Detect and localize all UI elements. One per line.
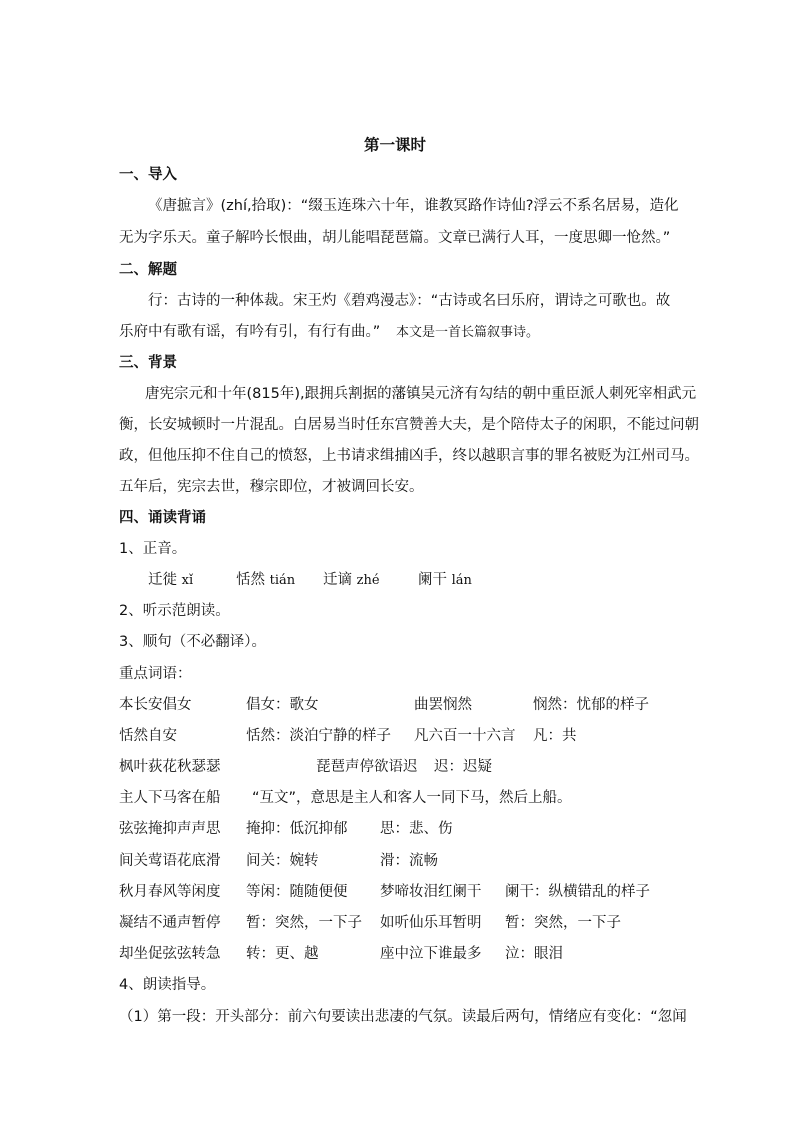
- term-cell: 迟：迟疑: [434, 759, 492, 775]
- term-cell: 暂：突然，一下子: [505, 915, 621, 931]
- title-explain-line-1: 行：古诗的一种体裁。宋王灼《碧鸡漫志》：“古诗或名曰乐府，谓诗之可歌也。故: [148, 293, 671, 309]
- term-cell: 却坐促弦弦转急: [119, 946, 221, 962]
- term-cell: 等闲：随随便便: [246, 884, 348, 900]
- term-cell: 座中泣下谁最多: [380, 946, 482, 962]
- term-cell: 思：悲、伤: [380, 821, 453, 837]
- recite-item-2: 2、听示范朗读。: [119, 603, 230, 619]
- term-cell: 琵琶声停欲语迟: [316, 759, 418, 775]
- term-cell: 倡女：歌女: [246, 697, 319, 713]
- term-cell: 悯然：忧郁的样子: [533, 697, 649, 713]
- term-cell: 掩抑：低沉抑郁: [246, 821, 348, 837]
- term-cell: 恬然：淡泊宁静的样子: [246, 728, 391, 744]
- term-cell: 阑干：纵横错乱的样子: [505, 884, 650, 900]
- guide-line-1: （1）第一段：开头部分：前六句要读出悲凄的气氛。读最后两句，情绪应有变化：“忽闻: [119, 1009, 687, 1025]
- title-explain-line-2a: 乐府中有歌有谣，有吟有引，有行有曲。”: [119, 324, 381, 340]
- background-line-2: 衡，长安城顿时一片混乱。白居易当时任东宫赞善大夫，是个陪侍太子的闲职，不能过问朝: [119, 417, 699, 433]
- section-heading-title-explain: 二、解题: [119, 262, 177, 278]
- pronunciation-item: [323, 570, 380, 591]
- term-cell: 滑：流畅: [380, 853, 438, 869]
- pronunciation-word: 阑干: [418, 572, 447, 588]
- background-line-3: 政，但他压抑不住自己的愤怒，上书请求缉捕凶手，终以越职言事的罪名被贬为江州司马。: [119, 448, 699, 464]
- background-line-4: 五年后，宪宗去世，穆宗即位，才被调回长安。: [119, 479, 424, 495]
- pronunciation-word: 迁徙: [148, 572, 177, 588]
- term-cell: 转：更、越: [246, 946, 319, 962]
- recite-item-1: 1、正音。: [119, 541, 187, 557]
- term-cell: 弦弦掩抑声声思: [119, 821, 221, 837]
- term-cell: 主人下马客在船: [119, 790, 221, 806]
- term-cell: 枫叶荻花秋瑟瑟: [119, 759, 221, 775]
- term-cell: 曲罢悯然: [414, 697, 472, 713]
- pronunciation-pinyin: lán: [451, 573, 472, 588]
- term-cell: 凝结不通声暂停: [119, 915, 221, 931]
- term-cell: 秋月春风等闲度: [119, 884, 221, 900]
- intro-text-line-2: 无为字乐天。童子解吟长恨曲，胡儿能唱琵琶篇。文章已满行人耳，一度思卿一怆然。”: [119, 230, 671, 246]
- pronunciation-item: [418, 570, 472, 591]
- pronunciation-item: [148, 570, 193, 591]
- pronunciation-pinyin: tián: [269, 573, 296, 588]
- term-cell: “互文”，意思是主人和客人一同下马，然后上船。: [252, 790, 572, 806]
- term-cell: 如听仙乐耳暂明: [380, 915, 482, 931]
- intro-text-line-1: 《唐摭言》(zhí,拾取)：“缀玉连珠六十年，谁教冥路作诗仙?浮云不系名居易，造化: [148, 198, 679, 214]
- page-title: 第一课时: [364, 136, 427, 154]
- title-explain-line-2b: 本文是一首长篇叙事诗。: [396, 325, 540, 340]
- term-cell: 暂：突然，一下子: [246, 915, 362, 931]
- pronunciation-item: [236, 570, 295, 591]
- term-cell: 梦啼妆泪红阑干: [380, 884, 482, 900]
- term-cell: 凡：共: [533, 728, 577, 744]
- recite-item-3: 3、顺句（不必翻译）。: [119, 634, 266, 650]
- pronunciation-pinyin: zhé: [356, 573, 380, 588]
- term-cell: 间关：婉转: [246, 853, 319, 869]
- section-heading-recite: 四、诵读背诵: [119, 510, 206, 526]
- term-cell: 恬然自安: [119, 728, 177, 744]
- pronunciation-word: 迁谪: [323, 572, 352, 588]
- term-cell: 本长安倡女: [119, 697, 192, 713]
- term-cell: 间关莺语花底滑: [119, 853, 221, 869]
- section-heading-intro: 一、导入: [119, 167, 177, 183]
- recite-item-4: 4、朗读指导。: [119, 977, 216, 993]
- pronunciation-word: 恬然: [236, 572, 265, 588]
- key-terms-label: 重点词语：: [119, 666, 192, 682]
- term-cell: 凡六百一十六言: [414, 728, 516, 744]
- section-heading-background: 三、背景: [119, 355, 177, 371]
- background-line-1: 唐宪宗元和十年(815年),跟拥兵割据的藩镇吴元济有勾结的朝中重臣派人刺死宰相武元: [145, 386, 697, 402]
- term-cell: 泣：眼泪: [505, 946, 563, 962]
- pronunciation-pinyin: xǐ: [181, 573, 194, 588]
